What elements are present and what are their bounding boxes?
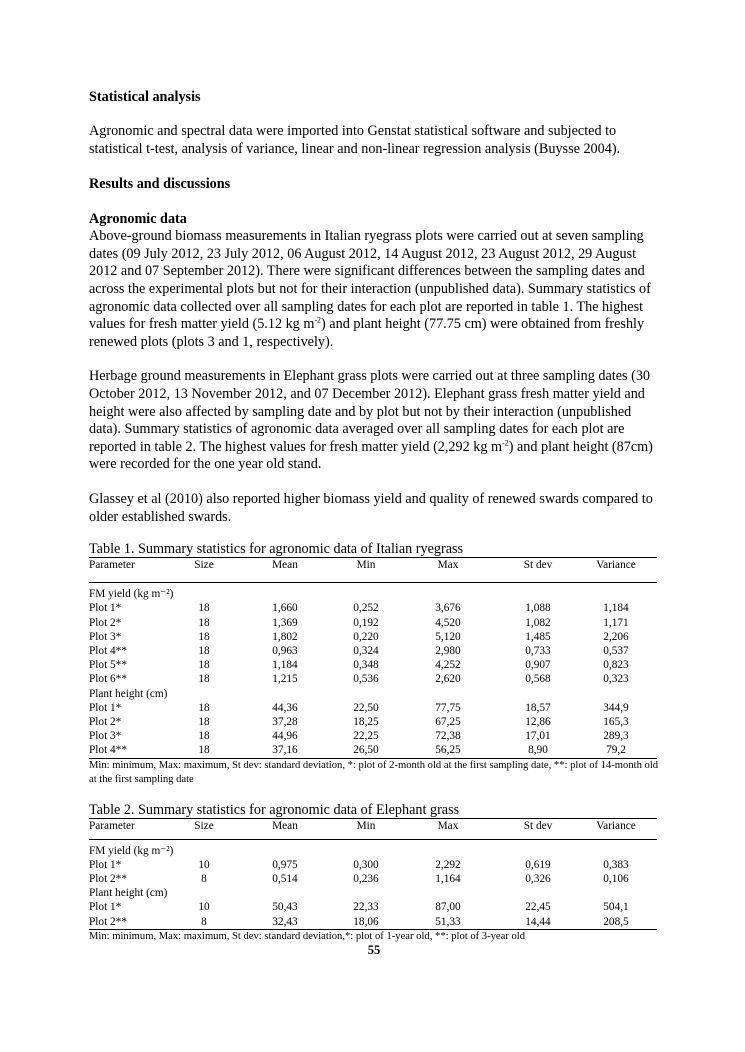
table-cell: 0,300	[353, 858, 379, 871]
table1-header-max: Max	[437, 559, 459, 572]
table-cell: 44,36	[272, 701, 298, 714]
table2	[89, 818, 657, 929]
table2-group-label: FM yield (kg m⁻²)	[89, 844, 174, 857]
table1-header-parameter: Parameter	[89, 559, 135, 572]
table-cell: Plot 4**	[89, 744, 127, 757]
table-cell: Plot 1*	[89, 858, 122, 871]
table-cell: Plot 1*	[89, 901, 122, 914]
table-cell: 37,28	[272, 715, 298, 728]
table2-header-row	[89, 818, 657, 839]
table-cell: 56,25	[435, 744, 461, 757]
table-cell: 208,5	[603, 915, 629, 928]
table2-header-stdev: St dev	[523, 819, 553, 832]
table-cell: 0,323	[603, 673, 629, 686]
table-cell: 14,44	[525, 915, 551, 928]
table-cell: 51,33	[435, 915, 461, 928]
table-cell: Plot 2**	[89, 872, 127, 885]
table-row	[89, 715, 657, 729]
table-cell: 18	[198, 602, 210, 615]
table-cell: 2,980	[435, 644, 461, 657]
table-row	[89, 900, 657, 914]
table1-group-row	[89, 587, 657, 601]
paragraph-elephant-grass	[89, 368, 659, 474]
table-cell: 0,106	[603, 872, 629, 885]
table-row	[89, 658, 657, 672]
table1-caption: Table 1. Summary statistics for agronomic data of Italian ryegrass	[89, 541, 464, 558]
section-heading-statistical-analysis: Statistical analysis	[89, 89, 201, 105]
paragraph-ryegrass-biomass	[89, 228, 659, 351]
table-cell: 0,907	[525, 659, 551, 672]
table-cell: Plot 6**	[89, 673, 127, 686]
table1-header-row	[89, 558, 657, 583]
table-cell: 0,236	[353, 872, 379, 885]
table-cell: 10	[198, 858, 210, 871]
page-number: 55	[367, 943, 381, 957]
table-cell: 0,348	[353, 659, 379, 672]
table-cell: 3,676	[435, 602, 461, 615]
table-cell: 0,514	[272, 872, 298, 885]
table2-caption: Table 2. Summary statistics for agronomic data of Elephant grass	[89, 801, 460, 818]
table-row	[89, 630, 657, 644]
table-cell: Plot 4**	[89, 644, 127, 657]
table1-header-variance: Variance	[596, 559, 636, 572]
table-cell: 79,2	[606, 744, 626, 757]
table-cell: 18	[198, 715, 210, 728]
table-cell: 22,33	[353, 901, 379, 914]
table2-footnote: Min: minimum, Max: maximum, St dev: standard deviation,*: plot of 1-year old, **: plot of 3-year old	[89, 930, 526, 942]
table-cell: 18	[198, 744, 210, 757]
table-row	[89, 729, 657, 743]
table-cell: 18	[198, 701, 210, 714]
table-cell: 1,485	[525, 630, 551, 643]
text-span: Herbage ground measurements in Elephant grass plots were carried out at three sampling dates (30 October 2012, 13 November 2012, and 07 December 2012). Elephant grass fresh matter yield and height were also affected by sampling date and by plot but not by their interaction (unpublished data). Summary statistics of agronomic data averaged over all sampling dates for each plot are reported in table 2. The highest values for fresh matter yield (2,292 kg m	[89, 368, 651, 455]
table-cell: 165,3	[603, 715, 629, 728]
table-cell: 22,45	[525, 901, 551, 914]
table-row	[89, 743, 657, 757]
table-cell: 1,184	[272, 659, 298, 672]
superscript: -2	[502, 437, 509, 447]
table1-body	[89, 583, 657, 758]
table-cell: Plot 2**	[89, 915, 127, 928]
table2-header-size: Size	[194, 819, 214, 832]
table-cell: 0,383	[603, 858, 629, 871]
paper-page	[89, 88, 659, 957]
table-cell: 4,520	[435, 616, 461, 629]
table1-header-stdev: St dev	[523, 559, 553, 572]
table-cell: 2,292	[435, 858, 461, 871]
table-cell: 289,3	[603, 730, 629, 743]
table2-group-row	[89, 886, 657, 900]
table-row	[89, 601, 657, 615]
table1-header-size: Size	[194, 559, 214, 572]
text-span: Above-ground biomass measurements in Italian ryegrass plots were carried out at seven sampling dates (09 July 2012, 23 July 2012, 06 August 2012, 14 August 2012, 23 August 2012, 29 August 2012 and 07 September 2012). There were significant differences between the sampling dates and across the experimental plots but not for their interaction (unpublished data). Summary statistics of agronomic data collected over all sampling dates for each plot are reported in table 1. The highest values for fresh matter yield (5.12 kg m	[89, 228, 651, 333]
table2-header-variance: Variance	[596, 819, 636, 832]
table-cell: 8	[201, 915, 207, 928]
table-cell: 18,57	[525, 701, 551, 714]
superscript: -2	[314, 315, 322, 325]
table2-header-parameter: Parameter	[89, 819, 135, 832]
table-cell: 18	[198, 659, 210, 672]
table-row	[89, 872, 657, 886]
table2-header-max: Max	[437, 819, 459, 832]
table-cell: 0,619	[525, 858, 551, 871]
table-cell: 8,90	[528, 744, 548, 757]
table-cell: 12,86	[525, 715, 551, 728]
table-cell: 77,75	[435, 701, 461, 714]
table-cell: 44,96	[272, 730, 298, 743]
table-cell: 1,369	[272, 616, 298, 629]
table-cell: 0,963	[272, 644, 298, 657]
table2-header-mean: Mean	[272, 819, 298, 832]
table-cell: 0,252	[353, 602, 379, 615]
table-cell: 1,184	[603, 602, 629, 615]
table-cell: Plot 2*	[89, 616, 122, 629]
table-cell: 0,536	[353, 673, 379, 686]
table-cell: 37,16	[272, 744, 298, 757]
table-cell: 0,823	[603, 659, 629, 672]
table-cell: 22,25	[353, 730, 379, 743]
table-cell: 0,568	[525, 673, 551, 686]
table-cell: 0,326	[525, 872, 551, 885]
table-cell: 18	[198, 630, 210, 643]
table1-group-label: Plant height (cm)	[89, 687, 168, 700]
table-cell: 0,220	[353, 630, 379, 643]
table-cell: 0,324	[353, 644, 379, 657]
table-cell: Plot 2*	[89, 715, 122, 728]
table-cell: 18,25	[353, 715, 379, 728]
table-cell: 72,38	[435, 730, 461, 743]
text-span: ) and plant height (77.75 cm) were obtained from freshly renewed plots (plots 3 and 1, respectively).	[89, 316, 645, 350]
table1-footnote: Min: minimum, Max: maximum, St dev: standard deviation, *: plot of 2-month old at the first sampling date, **: plot of 14-month old at the first sampling date	[89, 759, 659, 785]
table-cell: 5,120	[435, 630, 461, 643]
table1	[89, 557, 657, 757]
table-row	[89, 672, 657, 686]
table-cell: 22,50	[353, 701, 379, 714]
table-cell: 18,06	[353, 915, 379, 928]
table-cell: 1,171	[603, 616, 629, 629]
section-heading-results: Results and discussions	[89, 176, 231, 193]
table-cell: 18	[198, 730, 210, 743]
table-cell: 0,975	[272, 858, 298, 871]
table-cell: 18	[198, 673, 210, 686]
table-cell: 1,088	[525, 602, 551, 615]
paragraph-glassey: Glassey et al (2010) also reported higher biomass yield and quality of renewed swards compared to older established swards.	[89, 490, 653, 525]
table-cell: 0,733	[525, 644, 551, 657]
table-cell: 1,082	[525, 616, 551, 629]
table-cell: 26,50	[353, 744, 379, 757]
table-cell: 50,43	[272, 901, 298, 914]
table2-group-label: Plant height (cm)	[89, 887, 168, 900]
table-cell: 10	[198, 901, 210, 914]
table1-header-min: Min	[356, 559, 376, 572]
table-cell: 504,1	[603, 901, 629, 914]
table-cell: 1,164	[435, 872, 461, 885]
table-cell: 17,01	[525, 730, 551, 743]
table-cell: 4,252	[435, 659, 461, 672]
table-cell: 344,9	[603, 701, 629, 714]
table-row	[89, 915, 657, 929]
subsection-heading-agronomic: Agronomic data	[89, 211, 187, 228]
table-cell: Plot 5**	[89, 659, 127, 672]
table-row	[89, 858, 657, 872]
table-cell: 18	[198, 616, 210, 629]
table-cell: Plot 1*	[89, 701, 122, 714]
table-cell: Plot 3*	[89, 730, 122, 743]
table-cell: 67,25	[435, 715, 461, 728]
table-cell: 18	[198, 644, 210, 657]
table-cell: 1,802	[272, 630, 298, 643]
table-cell: 1,215	[272, 673, 298, 686]
table-cell: 0,192	[353, 616, 379, 629]
table2-body	[89, 839, 657, 929]
table-cell: 2,620	[435, 673, 461, 686]
table-cell: 0,537	[603, 644, 629, 657]
table2-group-row	[89, 844, 657, 858]
table2-header-min: Min	[356, 819, 376, 832]
table-row	[89, 701, 657, 715]
table-cell: 2,206	[603, 630, 629, 643]
table-cell: Plot 1*	[89, 602, 122, 615]
table1-group-row	[89, 687, 657, 701]
table-row	[89, 644, 657, 658]
text-span: ) and plant height (87cm) were recorded for the one year old stand.	[89, 438, 653, 473]
table1-header-mean: Mean	[272, 559, 298, 572]
table1-group-label: FM yield (kg m⁻²)	[89, 588, 174, 601]
table-cell: 1,660	[272, 602, 298, 615]
table-row	[89, 616, 657, 630]
paragraph-statistical-analysis: Agronomic and spectral data were imported into Genstat statistical software and subjected to statistical t-test, analysis of variance, linear and non-linear regression analysis (Buysse 2004).	[89, 123, 621, 157]
table-cell: 87,00	[435, 901, 461, 914]
table-cell: 8	[201, 872, 207, 885]
table-cell: Plot 3*	[89, 630, 122, 643]
table-cell: 32,43	[272, 915, 298, 928]
